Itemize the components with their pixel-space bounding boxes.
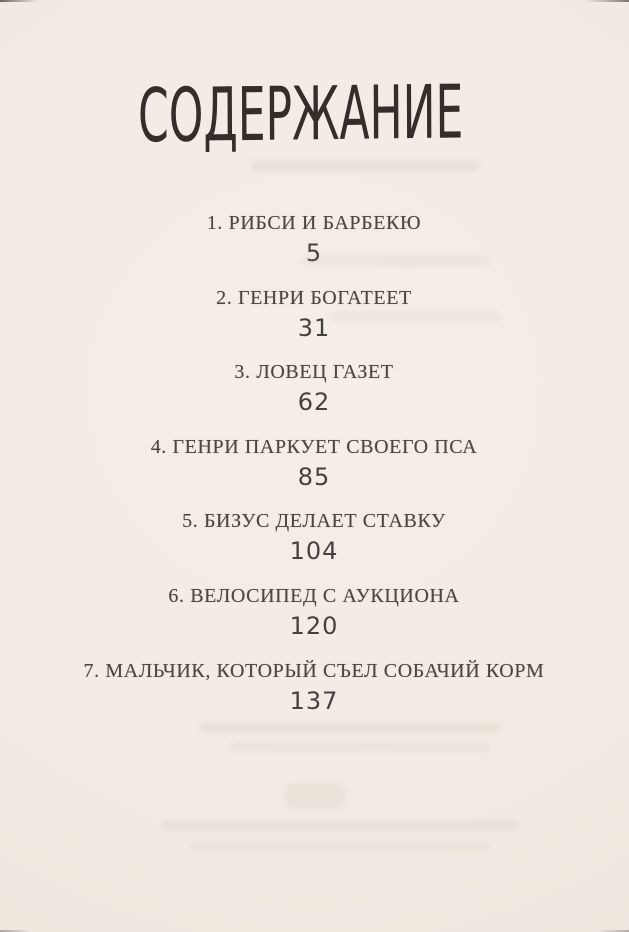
show-through-smudge bbox=[200, 722, 500, 733]
page-top-edge-shadow bbox=[0, 0, 629, 2]
table-of-contents bbox=[44, 210, 584, 732]
toc-entry bbox=[44, 508, 584, 583]
toc-entry bbox=[44, 658, 584, 733]
toc-entry bbox=[44, 285, 584, 360]
show-through-smudge bbox=[190, 842, 490, 852]
toc-entry-label: 4. ГЕНРИ ПАРКУЕТ СВОЕГО ПСА bbox=[150, 435, 478, 458]
toc-entry bbox=[44, 359, 584, 434]
toc-entry-label: 7. МАЛЬЧИК, КОТОРЫЙ СЪЕЛ СОБАЧИЙ КОРМ bbox=[83, 659, 545, 682]
toc-entry-label: 1. РИБСИ И БАРБЕКЮ bbox=[206, 212, 422, 234]
toc-entry-label: 6. ВЕЛОСИПЕД С АУКЦИОНА bbox=[168, 584, 460, 607]
toc-entry-label: 3. ЛОВЕЦ ГАЗЕТ bbox=[234, 361, 394, 384]
toc-entry bbox=[44, 210, 584, 285]
show-through-smudge bbox=[230, 742, 490, 752]
toc-entry-page-number: 62 bbox=[297, 388, 331, 417]
toc-entry bbox=[44, 583, 584, 658]
toc-entry-page-number: 120 bbox=[289, 611, 339, 640]
toc-entry-page-number: 137 bbox=[289, 686, 339, 715]
show-through-smudge bbox=[250, 160, 480, 171]
show-through-smudge bbox=[330, 312, 500, 322]
show-through-smudge bbox=[300, 256, 490, 266]
toc-entry-page-number: 104 bbox=[289, 537, 339, 566]
show-through-smudge bbox=[285, 783, 345, 809]
toc-entry-page-number: 5 bbox=[305, 239, 323, 267]
toc-entry-page-number: 31 bbox=[297, 313, 331, 342]
toc-entry-label: 2. ГЕНРИ БОГАТЕЕТ bbox=[216, 286, 412, 309]
toc-entry bbox=[44, 434, 584, 509]
toc-entry-page-number: 85 bbox=[297, 462, 331, 491]
page-title: СОДЕРЖАНИЕ bbox=[137, 70, 464, 160]
toc-entry-label: 5. БИЗУС ДЕЛАЕТ СТАВКУ bbox=[182, 510, 446, 533]
show-through-smudge bbox=[160, 820, 520, 831]
